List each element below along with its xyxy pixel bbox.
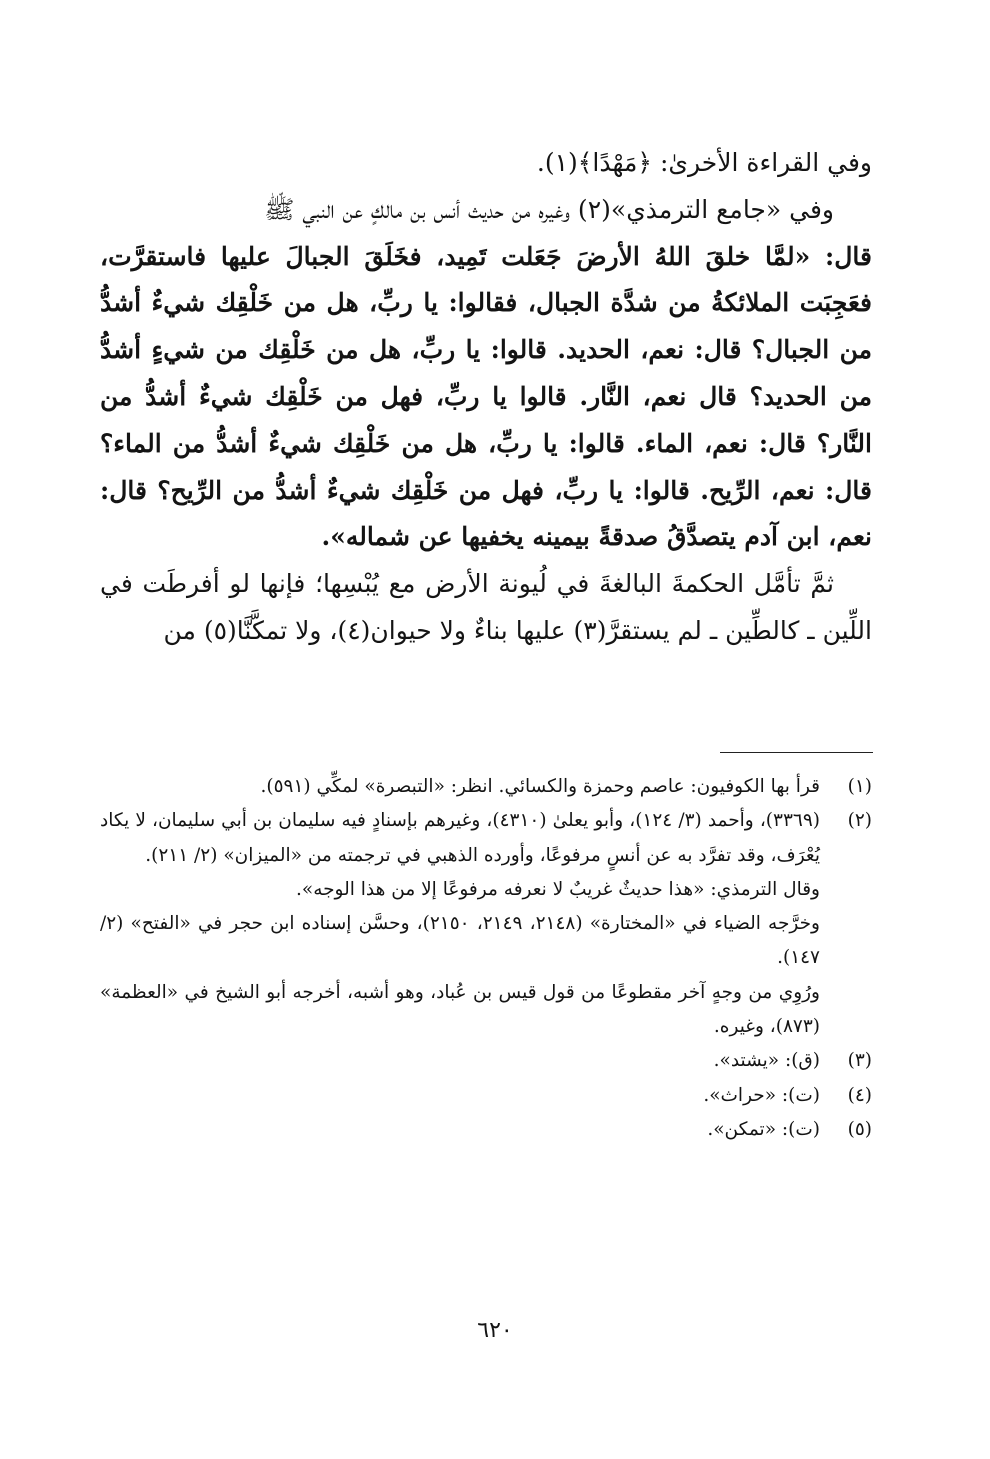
footnote-3 [100,1044,872,1078]
footnote-line: قرأ بها الكوفيون: عاصم وحمزة والكسائي. انظر: «التبصرة» لمكِّي (٥٩١). [260,776,820,797]
footnote-5 [100,1113,872,1147]
footnote-4 [100,1079,872,1113]
paragraph-earth-wisdom: ثمَّ تأمَّل الحكمةَ البالغةَ في لُيونة الأرض مع يُبْسِها؛ فإنها لو أفرطَت في اللِّين ـ كالطِّين ـ لم يستقرَّ(٣) عليها بناءٌ ولا حيوان(٤)، ولا تمكَّنَّا(٥) من [100,569,872,645]
footnote-line: (ق): «يشتد». [713,1050,820,1072]
footnote-number: (٢) [847,810,872,832]
footnote-line: (٣٣٦٩)، وأحمد (٣/ ١٢٤)، وأبو يعلىٰ (٤٣١٠)، وغيرهم بإسنادٍ فيه سليمان بن أبي سليمان، لا يكاد يُعْرَف، وقد تفرَّد به عن أنسٍ مرفوعًا، وأورده الذهبي في ترجمته من «الميزان» (٢/ ٢١١). [100,810,820,866]
paragraph-hadith-text: قال: «لمَّا خلقَ اللهُ الأرضَ جَعَلت تَمِيد، فخَلَقَ الجبالَ عليها فاستقرَّت، فعَجِبَت الملائكةُ من شدَّة الجبال، فقالوا: يا ربِّ، هل من خَلْقِك شيءٌ أشدُّ من الجبال؟ قال: نعم، الحديد. قالوا: يا ربِّ، هل من خَلْقِك من شيءٍ أشدُّ من الحديد؟ قال نعم، النَّار. قالوا يا ربِّ، فهل من خَلْقِك شيءٌ أشدُّ من النَّار؟ قال: نعم، الماء. قالوا: يا ربِّ، هل من خَلْقِك شيءٌ أشدُّ من الماء؟ قال: نعم، الرِّيح. قالوا: يا ربِّ، فهل من خَلْقِك شيءٌ أشدُّ من الرِّيح؟ قال: نعم، ابن آدم يتصدَّقُ صدقةً بيمينه يخفيها عن شماله». [100,241,872,552]
footnote-number: (٤) [847,1084,872,1106]
main-text [100,140,872,655]
footnote-number: (٥) [847,1118,872,1140]
paragraph-tirmidhi-intro: وفي «جامع الترمذي»(٢) وغيره من حديث أنس بن مالكٍ عن النبي ﷺ [264,194,834,224]
footnote-number: (١) [847,776,872,797]
footnote-line: وخرَّجه الضياء في «المختارة» (٢١٤٨، ٢١٤٩، ٢١٥٠)، وحسَّن إسناده ابن حجر في «الفتح» (٢/ ١٤٧). [100,913,820,969]
footnote-line: (ت): «تمكن». [707,1118,820,1140]
footnotes [100,770,872,1147]
footnote-line: (ت): «حراث». [703,1084,820,1106]
footnote-line: وقال الترمذي: «هذا حديثٌ غريبٌ لا نعرفه مرفوعًا إلا من هذا الوجه». [296,878,820,900]
footnote-separator [720,752,873,753]
footnote-1 [100,770,872,804]
footnote-2 [100,804,872,1044]
footnote-number: (٣) [847,1050,872,1072]
paragraph-quran-reading: وفي القراءة الأخرىٰ: ﴿مَهْدًا﴾(١). [536,148,872,177]
footnote-line: ورُوِي من وجهٍ آخر مقطوعًا من قول قيس بن عُباد، وهو أشبه، أخرجه أبو الشيخ في «العظمة» (٨٧٣)، وغيره. [100,981,820,1038]
page-number: ٦٢٠ [477,1318,513,1343]
